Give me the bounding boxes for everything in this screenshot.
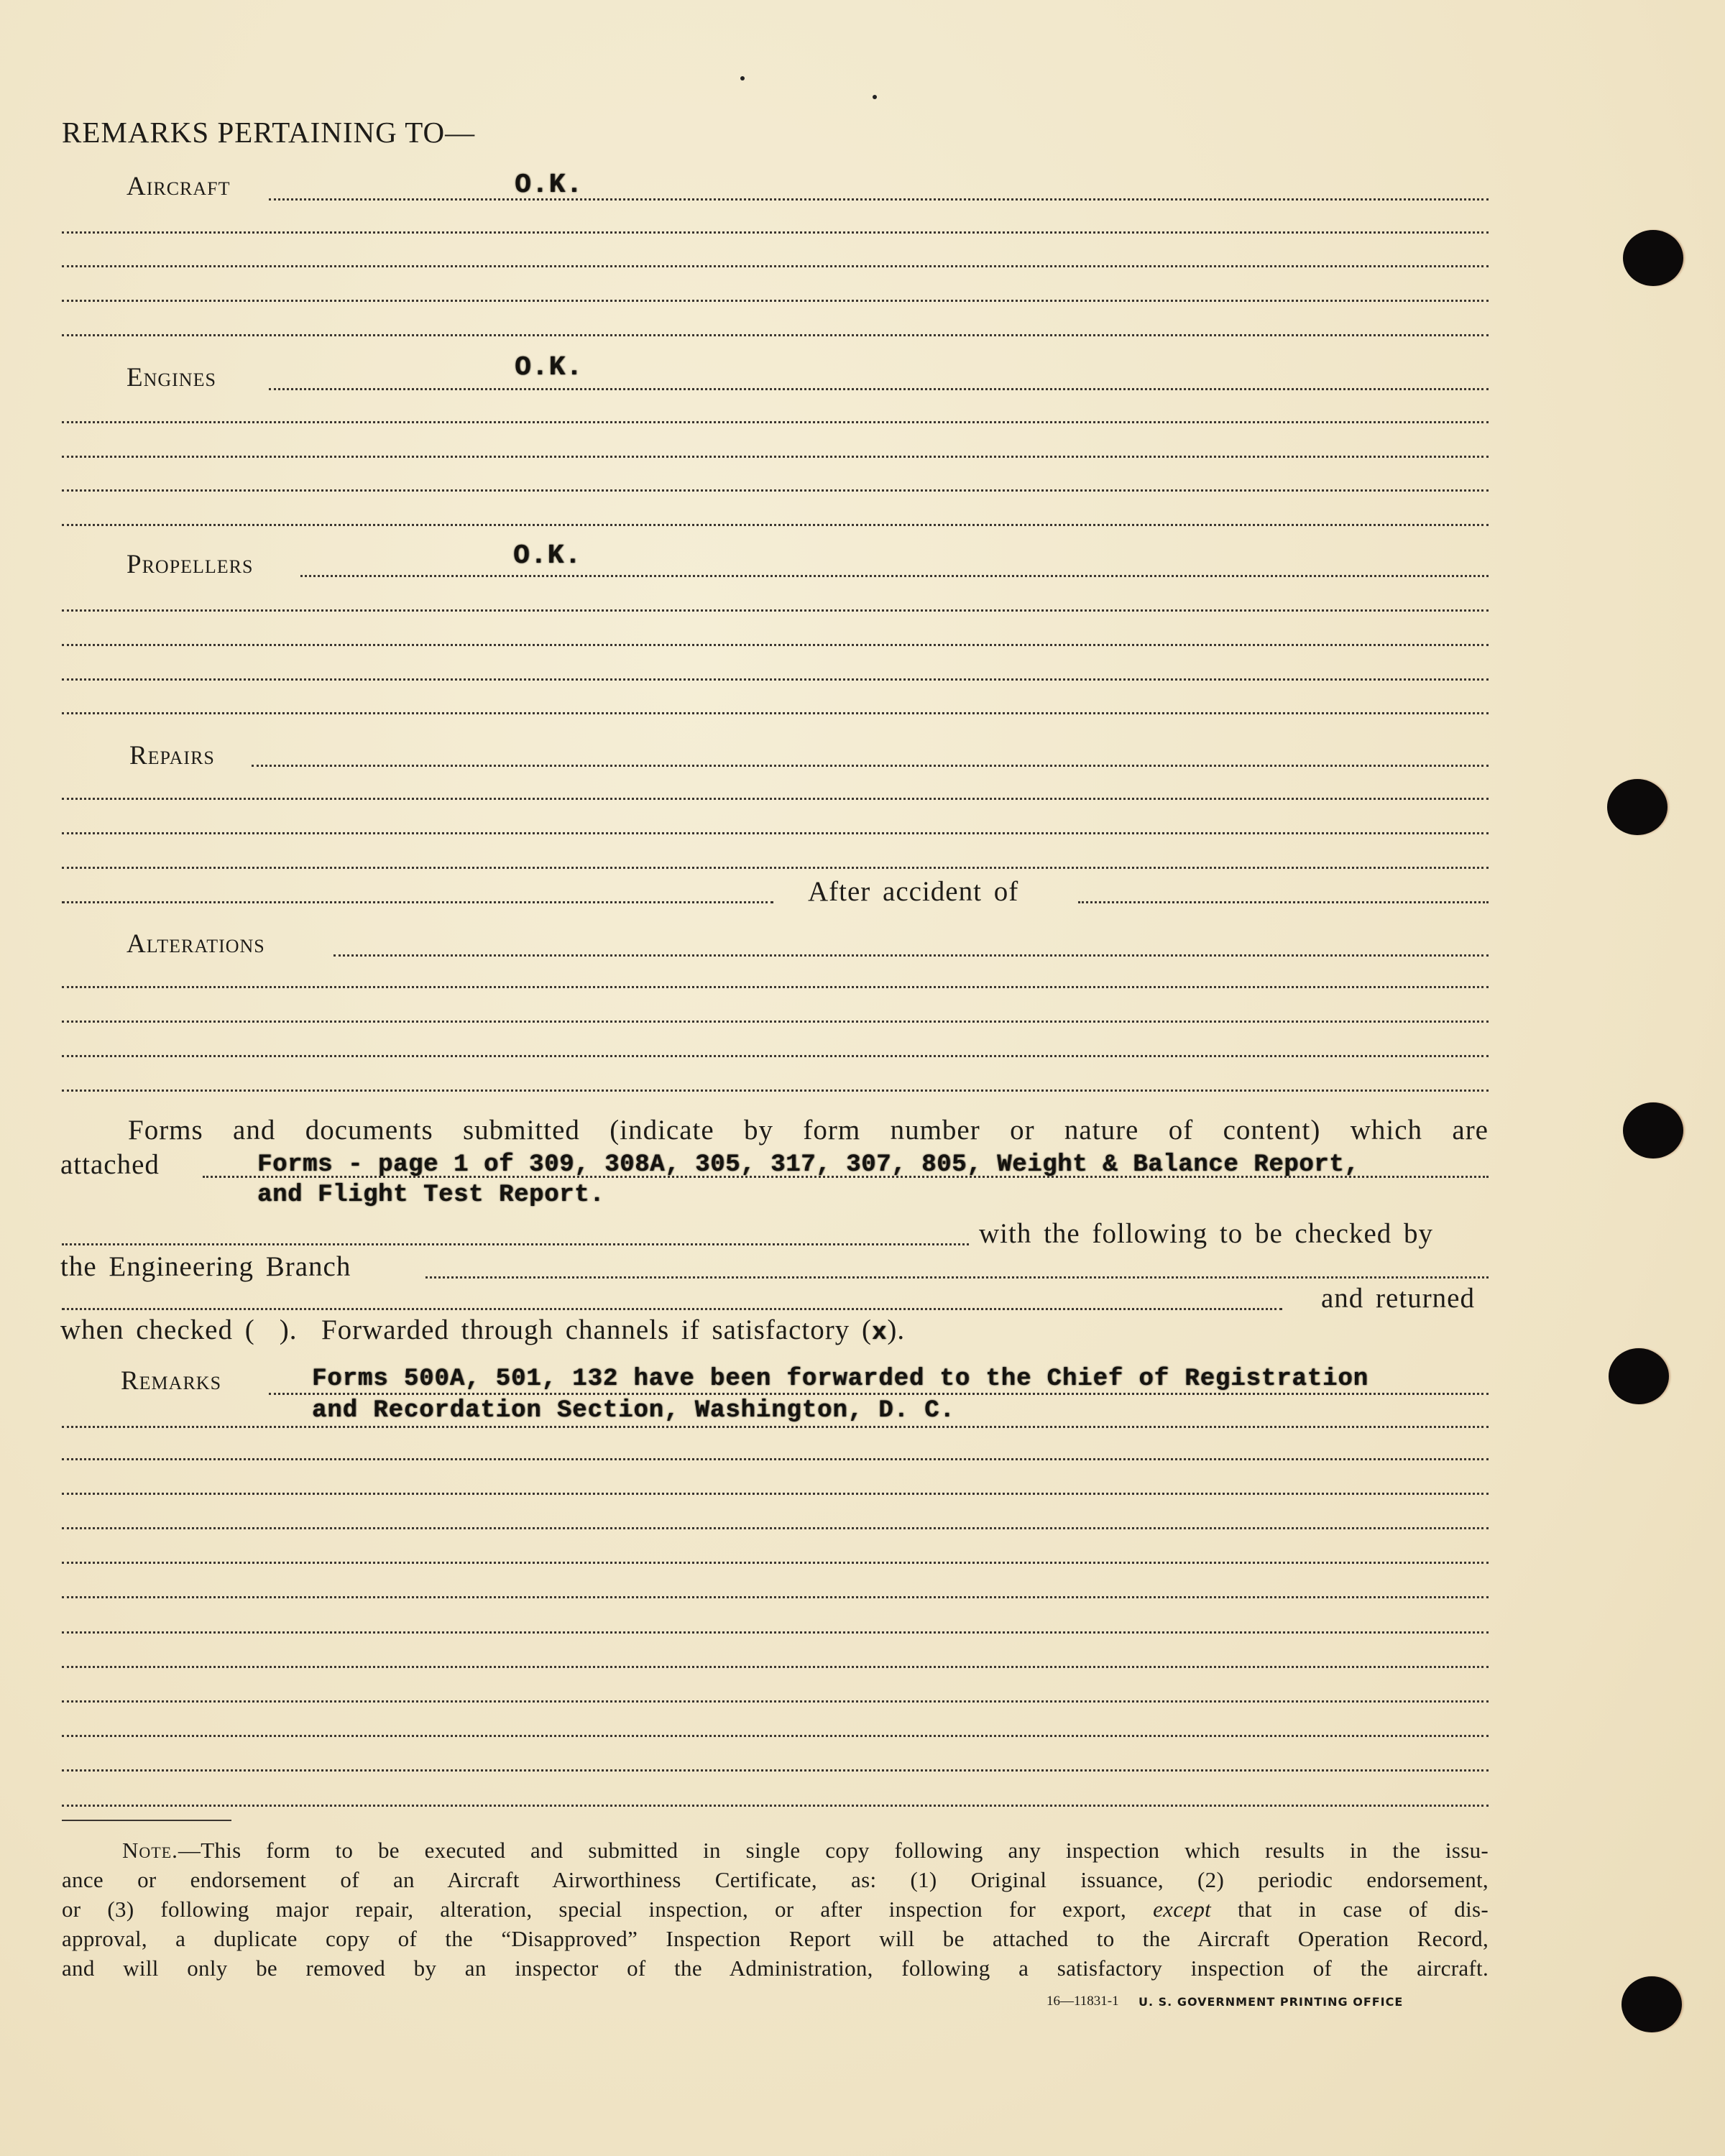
repairs-field-line[interactable] [62,867,1489,869]
repairs-label: Repairs [129,741,215,770]
alterations-field[interactable] [334,954,1489,957]
remarks-field-line[interactable] [62,1805,1489,1807]
note-line-2: ance or endorsement of an Aircraft Airworthiness Certificate, as: (1) Original issuance, (2) periodic endorsement, [62,1867,1489,1892]
propellers-field-line[interactable] [62,644,1489,646]
note-italic: except [1153,1897,1212,1922]
repairs-field-line[interactable] [62,901,773,903]
attached-label: attached [60,1149,160,1180]
remarks-label: Remarks [121,1366,222,1396]
remarks-field-line[interactable] [62,1769,1489,1772]
punch-hole-icon [1609,1348,1669,1404]
note-line-3 [62,1894,1489,1924]
engineering-branch-field[interactable] [426,1276,1489,1279]
aircraft-value: O.K. [515,170,584,201]
engineering-branch-label: the Engineering Branch [60,1251,351,1282]
note-text-3-tail: that in case of dis- [1238,1897,1489,1922]
remarks-field-line[interactable] [62,1596,1489,1598]
punch-hole-icon [1623,230,1683,286]
engines-field-line[interactable] [62,456,1489,458]
attached-value-line2: and Flight Test Report. [257,1181,605,1209]
remarks-field-line[interactable] [62,1527,1489,1529]
attached-field-line[interactable] [62,1243,969,1245]
footnote-divider [62,1820,231,1821]
printer-imprint: U. S. GOVERNMENT PRINTING OFFICE [1138,1995,1404,2009]
note-line-5: and will only be removed by an inspector of the Administration, following a satisfactory inspection of the aircraft. [62,1955,1489,1981]
remarks-field-line[interactable] [62,1562,1489,1564]
alterations-field-line[interactable] [62,1089,1489,1092]
remarks-field-line[interactable] [62,1735,1489,1737]
forwarded-checkbox[interactable]: x [871,1319,888,1347]
checked-by-text: with the following to be checked by [979,1218,1434,1249]
forwarded-text: ). Forwarded through channels if satisfactory ( [279,1314,872,1345]
aircraft-label: Aircraft [126,172,231,201]
punch-hole-icon [1607,779,1668,835]
repairs-field[interactable] [252,765,1489,767]
propellers-value: O.K. [513,540,582,571]
note-text-3: or (3) following major repair, alteration, special inspection, or after inspection for export, [62,1897,1127,1922]
engines-field-line[interactable] [62,489,1489,492]
engines-label: Engines [126,363,216,392]
alterations-label: Alterations [126,929,265,959]
attached-value-line1: Forms - page 1 of 309, 308A, 305, 317, 307, 805, Weight & Balance Report, [257,1151,1360,1179]
remarks-field-line[interactable] [62,1493,1489,1495]
propellers-field-line[interactable] [62,712,1489,714]
engines-field[interactable] [269,388,1489,390]
aircraft-field-line[interactable] [62,265,1489,267]
aircraft-field[interactable] [269,198,1489,201]
remarks-field-line[interactable] [62,1666,1489,1668]
repairs-field-line[interactable] [62,832,1489,834]
returned-text: and returned [1321,1283,1475,1314]
remarks-field-line[interactable] [62,1458,1489,1460]
propellers-label: Propellers [126,550,254,579]
remarks-field[interactable] [269,1393,1489,1395]
aircraft-field-line[interactable] [62,334,1489,336]
note-text-1: —This form to be executed and submitted in single copy following any inspection which results in the issu- [178,1838,1489,1863]
propellers-field-line[interactable] [62,609,1489,612]
documents-intro: Forms and documents submitted (indicate by form number or nature of content) which are [128,1115,1489,1146]
note-line-4: approval, a duplicate copy of the “Disapproved” Inspection Report will be attached to the Aircraft Operation Record, [62,1926,1489,1951]
remarks-value-line1: Forms 500A, 501, 132 have been forwarded to the Chief of Registration [312,1365,1368,1393]
aircraft-field-line[interactable] [62,300,1489,302]
engines-field-line[interactable] [62,524,1489,526]
remarks-field-line[interactable] [62,1631,1489,1634]
when-checked-line [60,1314,905,1347]
alterations-field-line[interactable] [62,986,1489,988]
remarks-field-line[interactable] [62,1426,1489,1428]
punch-hole-icon [1623,1102,1683,1158]
close-paren: ). [887,1314,906,1345]
note-lead: Note. [122,1838,178,1863]
engines-value: O.K. [515,352,584,383]
alterations-field-line[interactable] [62,1055,1489,1057]
aircraft-field-line[interactable] [62,231,1489,234]
note-line-1 [122,1835,1489,1865]
engines-field-line[interactable] [62,421,1489,423]
engineering-branch-field-line[interactable] [62,1308,1282,1310]
alterations-field-line[interactable] [62,1021,1489,1023]
propellers-field[interactable] [300,575,1489,577]
after-accident-label: After accident of [808,876,1019,907]
after-accident-field[interactable] [1078,901,1489,903]
form-number: 16—11831-1 [1046,1994,1119,2009]
repairs-field-line[interactable] [62,798,1489,800]
ink-speck [873,95,877,99]
ink-speck [740,76,745,80]
remarks-field-line[interactable] [62,1700,1489,1703]
punch-hole-icon [1622,1976,1682,2032]
remarks-value-line2: and Recordation Section, Washington, D. C. [312,1397,955,1424]
page-title: REMARKS PERTAINING TO— [62,116,476,149]
propellers-field-line[interactable] [62,678,1489,681]
when-checked-text: when checked ( [60,1314,255,1345]
